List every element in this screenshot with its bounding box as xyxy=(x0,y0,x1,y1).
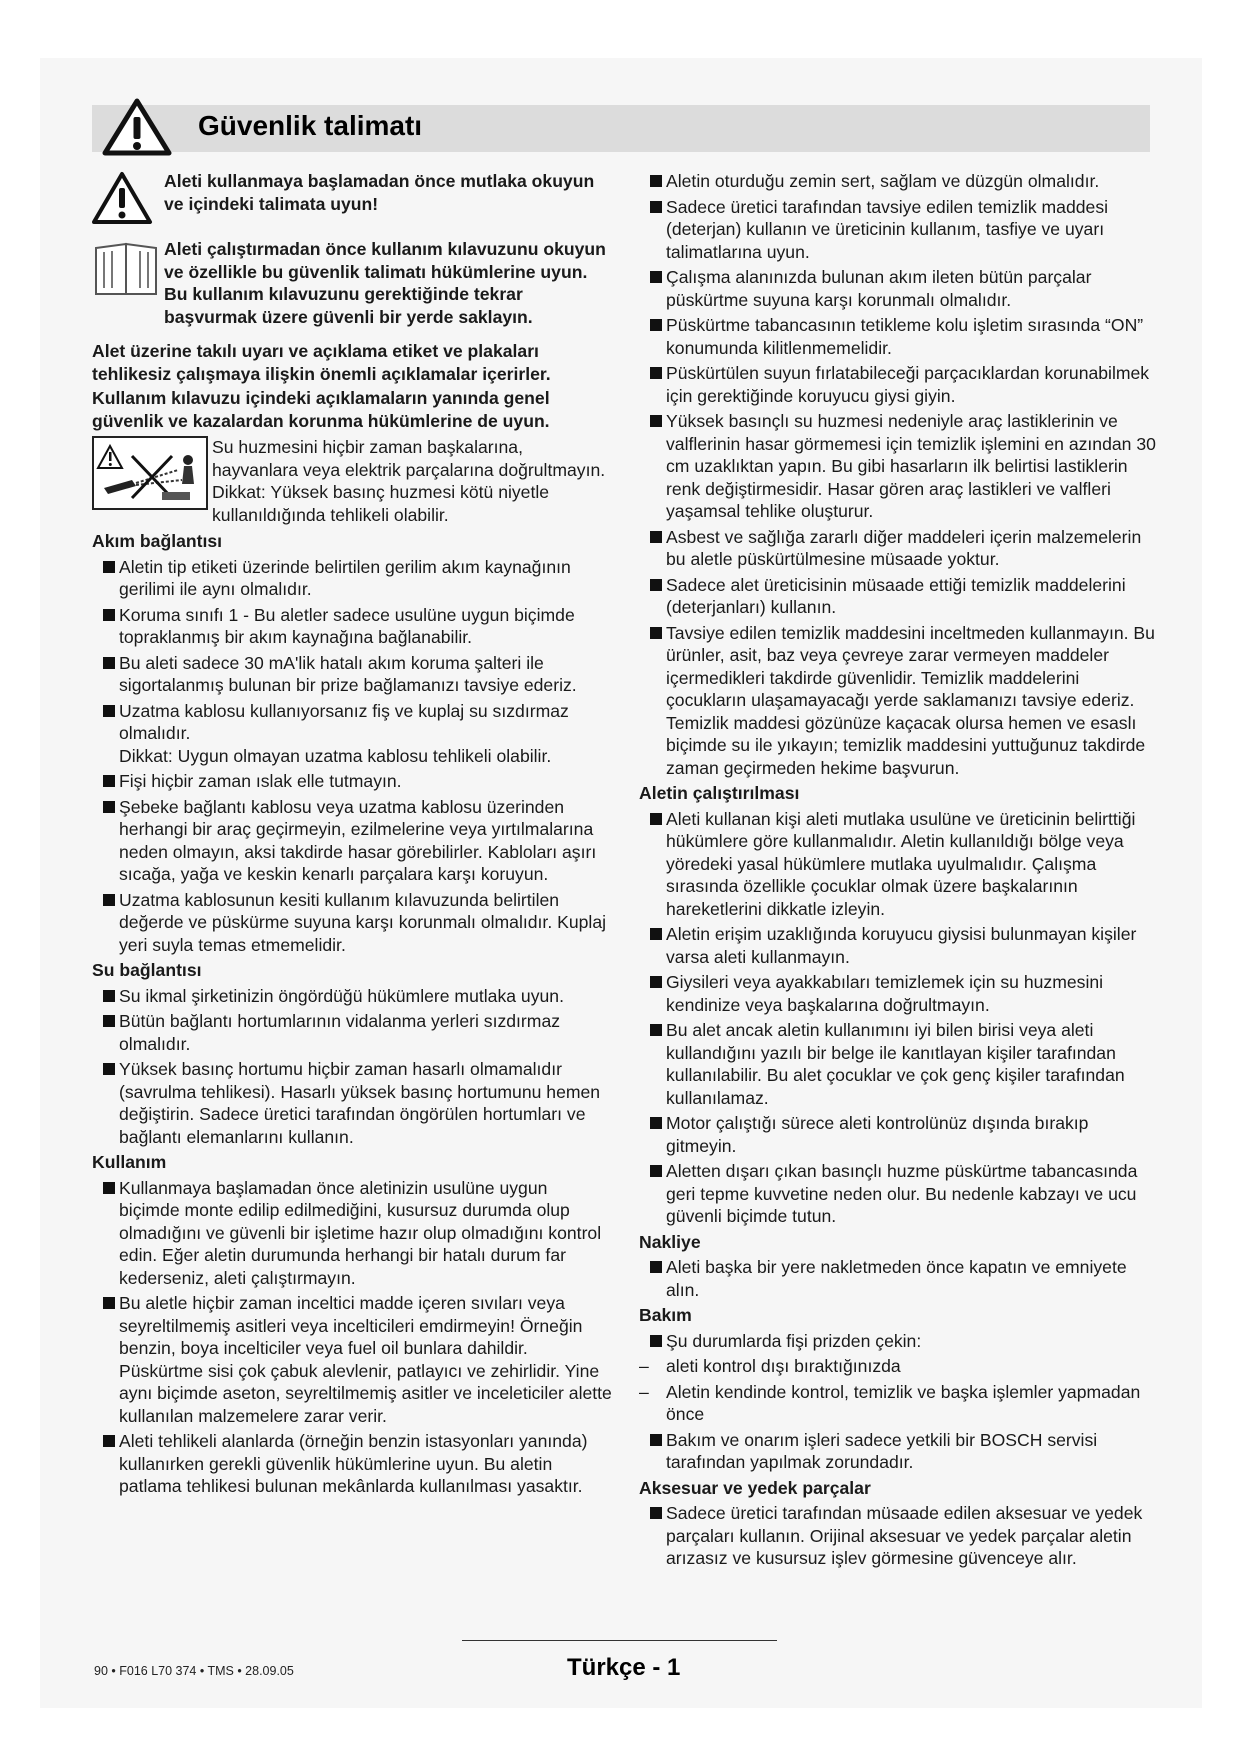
list-item: Bu aletle hiçbir zaman inceltici madde içeren sıvıları veya seyreltilmemiş asitleri veya incelticileri emdirmeyin! Örneğin benzin, boya incelticiler veya fuel oil bunlara dahildir. Püskürtme sisi çok çabuk alevlenir, patlayıcı ve zehirlidir. Yine aynı biçimde aseton, seyreltilmemiş asitler ve inceleticiler alette kullanılan malzemelere zarar verir. xyxy=(92,1292,612,1427)
left-column xyxy=(92,170,612,1501)
list-item: Giysileri veya ayakkabıları temizlemek için su huzmesini kendinize veya başkalarına doğrultmayın. xyxy=(639,971,1157,1016)
list-item: Bakım ve onarım işleri sadece yetkili bir BOSCH servisi tarafından yapılmak zorundadır. xyxy=(639,1429,1157,1474)
list-item: Çalışma alanınızda bulunan akım ileten bütün parçalar püskürtme suyuna karşı korunmalı olmalıdır. xyxy=(639,266,1157,311)
footer-divider xyxy=(462,1640,777,1641)
section-heading-accessories: Aksesuar ve yedek parçalar xyxy=(639,1477,871,1498)
list-item: Püskürtülen suyun fırlatabileceği parçacıklardan korunabilmek için gerektiğinde koruyucu giysi giyin. xyxy=(639,362,1157,407)
read-instructions-note xyxy=(92,170,612,226)
list-item: Motor çalıştığı sürece aleti kontrolünüz dışında bırakıp gitmeyin. xyxy=(639,1112,1157,1157)
dash-mark: – xyxy=(639,1356,649,1376)
jet-warning-block xyxy=(92,436,612,526)
list-item: Asbest ve sağlığa zararlı diğer maddeleri içerin malzemelerin bu aletle püskürtülmesine müsaade yoktur. xyxy=(639,526,1157,571)
list-item: Yüksek basınçlı su huzmesi nedeniyle araç lastiklerinin ve valflerinin hasar görmemesi için temizlik işlemini en azından 30 cm uzaklıktan yapın. Bu gibi hasarların ilk belirtisi lastiklerin renk değiştirmesidir. Hasar gören araç lastikleri ve valfleri yaşamsal tehlike oluşturur. xyxy=(639,410,1157,523)
section-heading-maintenance: Bakım xyxy=(639,1305,692,1325)
jet-caution: Dikkat: Yüksek basınç huzmesi kötü niyetle kullanıldığında tehlikeli olabilir. xyxy=(212,482,550,525)
list-item: Sadece üretici tarafından tavsiye edilen temizlik maddesi (deterjan) kullanın ve üreticinin kullanım, tasfiye ve uyarı talimatlarına uyun. xyxy=(639,196,1157,264)
list-item: Aleti tehlikeli alanlarda (örneğin benzin istasyonları yanında) kullanırken gerekli güvenlik hükümlerine uyun. Bu aletin patlama tehlikesi bulunan mekânlarda kullanılması yasaktır. xyxy=(92,1430,612,1498)
list-item: Sadece üretici tarafından müsaade edilen aksesuar ve yedek parçaları kullanın. Orijinal aksesuar ve yedek parçalar aletin arızasız ve kusursuz işlev görmesine güvenceye alır. xyxy=(639,1502,1157,1570)
list-item: Uzatma kablosunun kesiti kullanım kılavuzunda belirtilen değerde ve püskürme suyuna karşı korunmalı olmalıdır. Kuplaj yeri suyla temas etmemelidir. xyxy=(92,889,612,957)
dash-item-text: Aletin kendinde kontrol, temizlik ve başka işlemler yapmadan önce xyxy=(666,1381,1141,1424)
list-item: Aleti başka bir yere nakletmeden önce kapatın ve emniyete alın. xyxy=(639,1256,1157,1301)
dash-item xyxy=(639,1381,1157,1426)
list-item: Uzatma kablosu kullanıyorsanız fiş ve kuplaj su sızdırmaz olmalıdır. xyxy=(92,700,612,745)
manual-note xyxy=(92,238,612,328)
section-heading-use: Kullanım xyxy=(92,1152,167,1172)
section-heading-operation: Aletin çalıştırılması xyxy=(639,783,800,803)
list-item: Sadece alet üreticisinin müsaade ettiği temizlik maddelerini (deterjanları) kullanın. xyxy=(639,574,1157,619)
list-item: Bu aleti sadece 30 mA'lik hatalı akım koruma şalteri ile sigortalanmış bulunan bir prize bağlamanızı tavsiye ederiz. xyxy=(92,652,612,697)
labels-note: Alet üzerine takılı uyarı ve açıklama etiket ve plakaları tehlikesiz çalışmaya ilişkin önemli açıklamalar içerirler. xyxy=(92,341,551,384)
high-pressure-jet-warning-icon xyxy=(92,436,208,510)
manual-book-icon xyxy=(92,238,164,298)
note-text: Aleti çalıştırmadan önce kullanım kılavuzunu okuyun ve özellikle bu güvenlik talimatı hükümlerine uyun. Bu kullanım kılavuzunu gerektiğinde tekrar başvurmak üzere güvenli bir yerde saklayın. xyxy=(164,239,606,327)
general-safety-note: Kullanım kılavuzu içindeki açıklamaların yanında genel güvenlik ve kazalardan korunma hükümlerine de uyun. xyxy=(92,388,550,431)
note-text: Aleti kullanmaya başlamadan önce mutlaka okuyun ve içindeki talimata uyun! xyxy=(164,171,595,214)
section-heading-water: Su bağlantısı xyxy=(92,960,202,980)
section-heading-transport: Nakliye xyxy=(639,1231,701,1252)
list-item: Su ikmal şirketinizin öngördüğü hükümlere mutlaka uyun. xyxy=(92,985,612,1008)
warning-triangle-icon xyxy=(92,170,164,226)
list-item: Tavsiye edilen temizlik maddesini inceltmeden kullanmayın. Bu ürünler, asit, baz veya çevreye zarar vermeyen maddeler içermedikleri takdirde güvenlidir. Temizlik maddelerini çocukların ulaşamayacağı yerde saklamanızı tavsiye ederiz. Temizlik maddesi gözünüze kaçacak olursa hemen ve esaslı biçimde su ile yıkayın; temizlik maddesini yuttuğunuz takdirde zaman geçirmeden hekime başvurun. xyxy=(639,622,1157,780)
dash-item xyxy=(639,1355,1157,1378)
list-item: Püskürtme tabancasının tetikleme kolu işletim sırasında “ON” konumunda kilitlenmemelidir. xyxy=(639,314,1157,359)
jet-warning-text xyxy=(212,436,612,526)
warning-triangle-icon xyxy=(97,97,177,157)
list-item: Aletin oturduğu zemin sert, sağlam ve düzgün olmalıdır. xyxy=(639,170,1157,193)
footer-page-label: Türkçe - 1 xyxy=(567,1654,681,1681)
list-item: Aletin erişim uzaklığında koruyucu giysisi bulunmayan kişiler varsa aleti kullanmayın. xyxy=(639,923,1157,968)
section-heading-power: Akım bağlantısı xyxy=(92,531,223,551)
list-item: Aletin tip etiketi üzerinde belirtilen gerilim akım kaynağının gerilimi ile aynı olmalıdır. xyxy=(92,556,612,601)
list-item: Aletten dışarı çıkan basınçlı huzme püskürtme tabancasında geri tepme kuvvetine neden olur. Bu nedenle kabzayı ve ucu güvenli biçimde tutun. xyxy=(639,1160,1157,1228)
list-item: Fişi hiçbir zaman ıslak elle tutmayın. xyxy=(92,770,612,793)
footer-document-code: 90 • F016 L70 374 • TMS • 28.09.05 xyxy=(94,1664,294,1678)
dash-item-text: aleti kontrol dışı bıraktığınızda xyxy=(666,1356,901,1376)
list-item: Aleti kullanan kişi aleti mutlaka usulüne ve üreticinin belirttiği hükümlere göre kullanmalıdır. Aletin kullanıldığı bölge veya yöredeki yasal hükümlere mutlaka uyulmalıdır. Çalışma sırasında özellikle çocuklar olmak üzere başkalarının hareketlerini dikkatle izleyin. xyxy=(639,808,1157,921)
list-item: Şu durumlarda fişi prizden çekin: xyxy=(639,1330,1157,1353)
list-item: Koruma sınıfı 1 - Bu aletler sadece usulüne uygun biçimde topraklanmış bir akım kaynağına bağlanabilir. xyxy=(92,604,612,649)
list-item: Bu alet ancak aletin kullanımını iyi bilen birisi veya aleti kullandığını yazılı bir belge ile kanıtlayan kişiler tarafından kullanılabilir. Bu alet çocuklar ve çok genç kişiler tarafından kullanılamaz. xyxy=(639,1019,1157,1109)
jet-warning: Su huzmesini hiçbir zaman başkalarına, hayvanlara veya elektrik parçalarına doğrultmayın. xyxy=(212,437,606,480)
dash-mark: – xyxy=(639,1381,649,1402)
list-item: Kullanmaya başlamadan önce aletinizin usulüne uygun biçimde monte edilip edilmediğini, kusursuz durumda olup olmadığını ve güvenli bir işletime hazır olup olmadığını kontrol edin. Eğer aletin durumunda herhangi bir hatalı durum far kederseniz, aleti çalıştırmayın. xyxy=(92,1177,612,1290)
list-item: Bütün bağlantı hortumlarının vidalanma yerleri sızdırmaz olmalıdır. xyxy=(92,1010,612,1055)
page-title: Güvenlik talimatı xyxy=(198,110,423,141)
list-item: Şebeke bağlantı kablosu veya uzatma kablosu üzerinden herhangi bir araç geçirmeyin, ezilmelerine veya yırtılmalarına neden olmayın, aksi takdirde hasar görebilirler. Kabloları aşırı sıcağa, yağa ve keskin kenarlı parçalara karşı koruyun. xyxy=(92,796,612,886)
right-column xyxy=(639,170,1157,1573)
power-caution: Dikkat: Uygun olmayan uzatma kablosu tehlikeli olabilir. xyxy=(119,745,552,766)
list-item: Yüksek basınç hortumu hiçbir zaman hasarlı olmamalıdır (savrulma tehlikesi). Hasarlı yüksek basınç hortumunu hemen değiştirin. Sadece üretici tarafından öngörülen hortumları ve bağlantı elemanlarını kullanın. xyxy=(92,1058,612,1148)
